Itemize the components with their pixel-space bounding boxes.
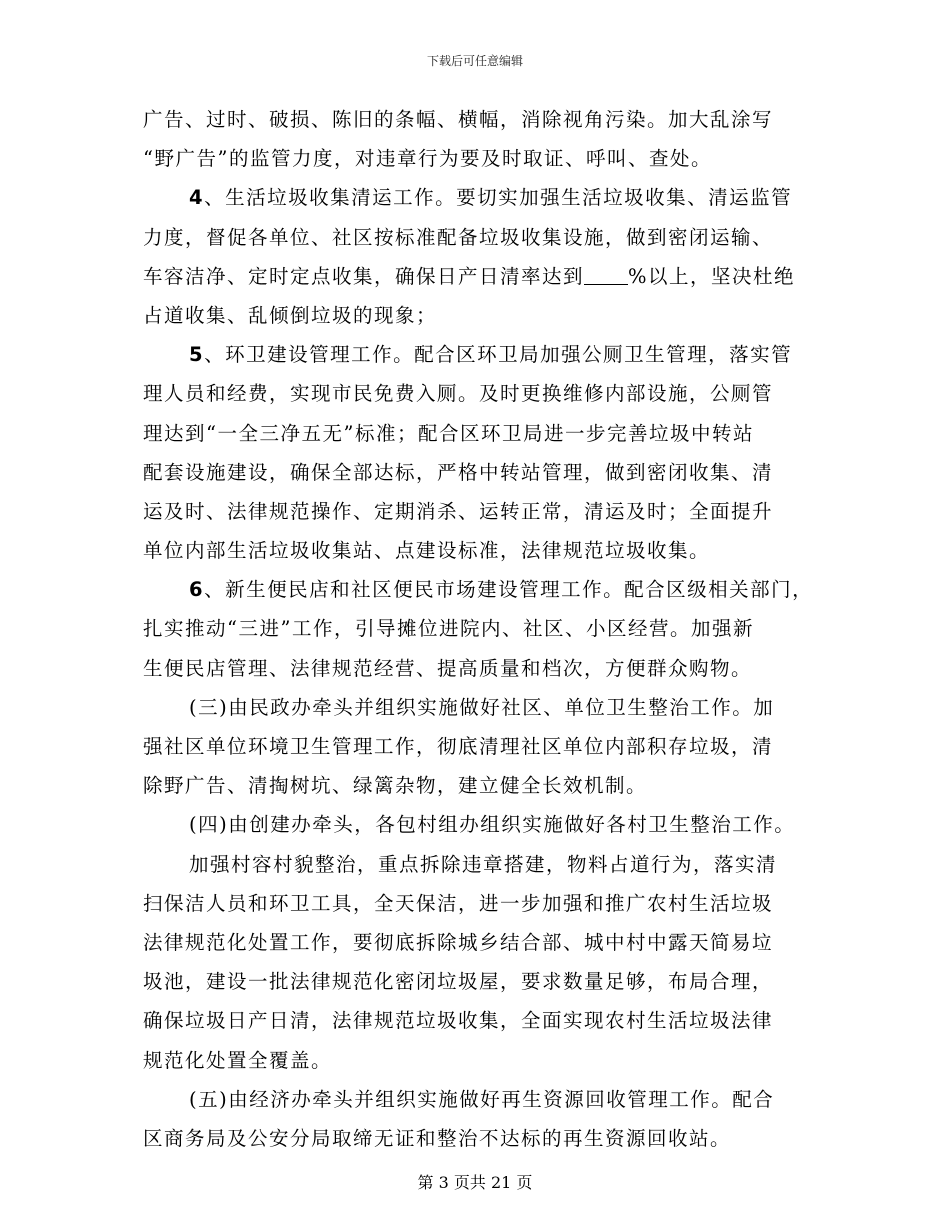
line-text: 、生活垃圾收集清运工作。要切实加强生活垃圾收集、清运监管 (204, 186, 793, 210)
text-line (143, 296, 813, 335)
line-text: “野广告”的监管力度，对违章行为要及时取证、呼叫、查处。 (143, 147, 712, 171)
line-text: 确保垃圾日产日清，法律规范垃圾收集，全面实现农村生活垃圾法律 (143, 1009, 774, 1033)
text-line (143, 688, 813, 727)
line-text: 理达到“一全三净五无”标准；配合区环卫局进一步完善垃圾中转站 (143, 421, 754, 445)
text-line (143, 805, 813, 844)
document-body (143, 100, 813, 1158)
text-line (143, 923, 813, 962)
line-text: 、新生便民店和社区便民市场建设管理工作。配合区级相关部门， (204, 578, 814, 602)
text-line (143, 100, 813, 139)
line-text: 占道收集、乱倾倒垃圾的现象； (143, 303, 438, 327)
line-text: 力度，督促各单位、社区按标准配备垃圾收集设施，做到密闭运输、 (143, 225, 774, 249)
text-line (143, 727, 813, 766)
page-header: 下载后可任意编辑 (426, 54, 523, 68)
text-line (143, 1080, 813, 1119)
text-line (143, 962, 813, 1001)
text-line (143, 766, 813, 805)
line-text: 配套设施建设，确保全部达标，严格中转站管理，做到密闭收集、清 (143, 460, 774, 484)
text-line (143, 649, 813, 688)
line-text: (三)由民政办牵头并组织实施做好社区、单位卫生整治工作。加 (189, 695, 775, 719)
line-text: 单位内部生活垃圾收集站、点建设标准，法律规范垃圾收集。 (143, 539, 711, 563)
line-text: 运及时、法律规范操作、定期消杀、运转正常，清运及时；全面提升 (143, 499, 774, 523)
text-line (143, 570, 813, 609)
line-text-continued: %以上，坚决杜绝 (628, 264, 796, 288)
text-line (143, 1041, 813, 1080)
text-line (143, 257, 813, 296)
text-line (143, 335, 813, 374)
line-text: 、环卫建设管理工作。配合区环卫局加强公厕卫生管理，落实管 (204, 343, 793, 367)
line-text: (四)由创建办牵头，各包村组办组织实施做好各村卫生整治工作。 (189, 813, 796, 837)
line-text: 广告、过时、破损、陈旧的条幅、横幅，消除视角污染。加大乱涂写 (143, 108, 774, 131)
line-text: 法律规范化处置工作，要彻底拆除城乡结合部、城中村中露天简易垃 (143, 930, 774, 954)
line-text: 车容洁净、定时定点收集，确保日产日清率达到 (143, 264, 585, 288)
text-line (143, 531, 813, 570)
line-text: (五)由经济办牵头并组织实施做好再生资源回收管理工作。配合 (189, 1087, 775, 1111)
item-number: 5 (189, 343, 205, 367)
item-number: 4 (189, 186, 205, 210)
text-line (143, 1001, 813, 1040)
line-text: 扎实推动“三进”工作，引导摊位进院内、社区、小区经营。加强新 (143, 617, 754, 641)
line-text: 生便民店管理、法律规范经营、提高质量和档次，方便群众购物。 (143, 656, 753, 680)
line-text: 圾池，建设一批法律规范化密闭垃圾屋，要求数量足够，布局合理， (143, 970, 774, 994)
line-text: 扫保洁人员和环卫工具，全天保洁，进一步加强和推广农村生活垃圾 (143, 891, 774, 915)
text-line (143, 178, 813, 217)
text-line (143, 609, 813, 648)
line-text: 加强村容村貌整治，重点拆除违章搭建，物料占道行为，落实清 (189, 852, 778, 876)
page-footer: 第 3 页共 21 页 (417, 1173, 533, 1192)
text-line (143, 414, 813, 453)
text-line (143, 139, 813, 178)
fill-in-blank (584, 264, 628, 285)
item-number: 6 (189, 578, 205, 602)
text-line (143, 845, 813, 884)
line-text: 理人员和经费，实现市民免费入厕。及时更换维修内部设施，公厕管 (143, 382, 774, 406)
line-text: 强社区单位环境卫生管理工作，彻底清理社区单位内部积存垃圾，清 (143, 735, 774, 758)
text-line (143, 218, 813, 257)
text-line (143, 492, 813, 531)
text-line (143, 884, 813, 923)
line-text: 区商务局及公安分局取缔无证和整治不达标的再生资源回收站。 (143, 1126, 732, 1150)
text-line (143, 1119, 813, 1158)
text-line (143, 453, 813, 492)
text-line (143, 374, 813, 413)
line-text: 除野广告、清掏树坑、绿篱杂物，建立健全长效机制。 (143, 774, 648, 798)
line-text: 规范化处置全覆盖。 (143, 1048, 333, 1072)
